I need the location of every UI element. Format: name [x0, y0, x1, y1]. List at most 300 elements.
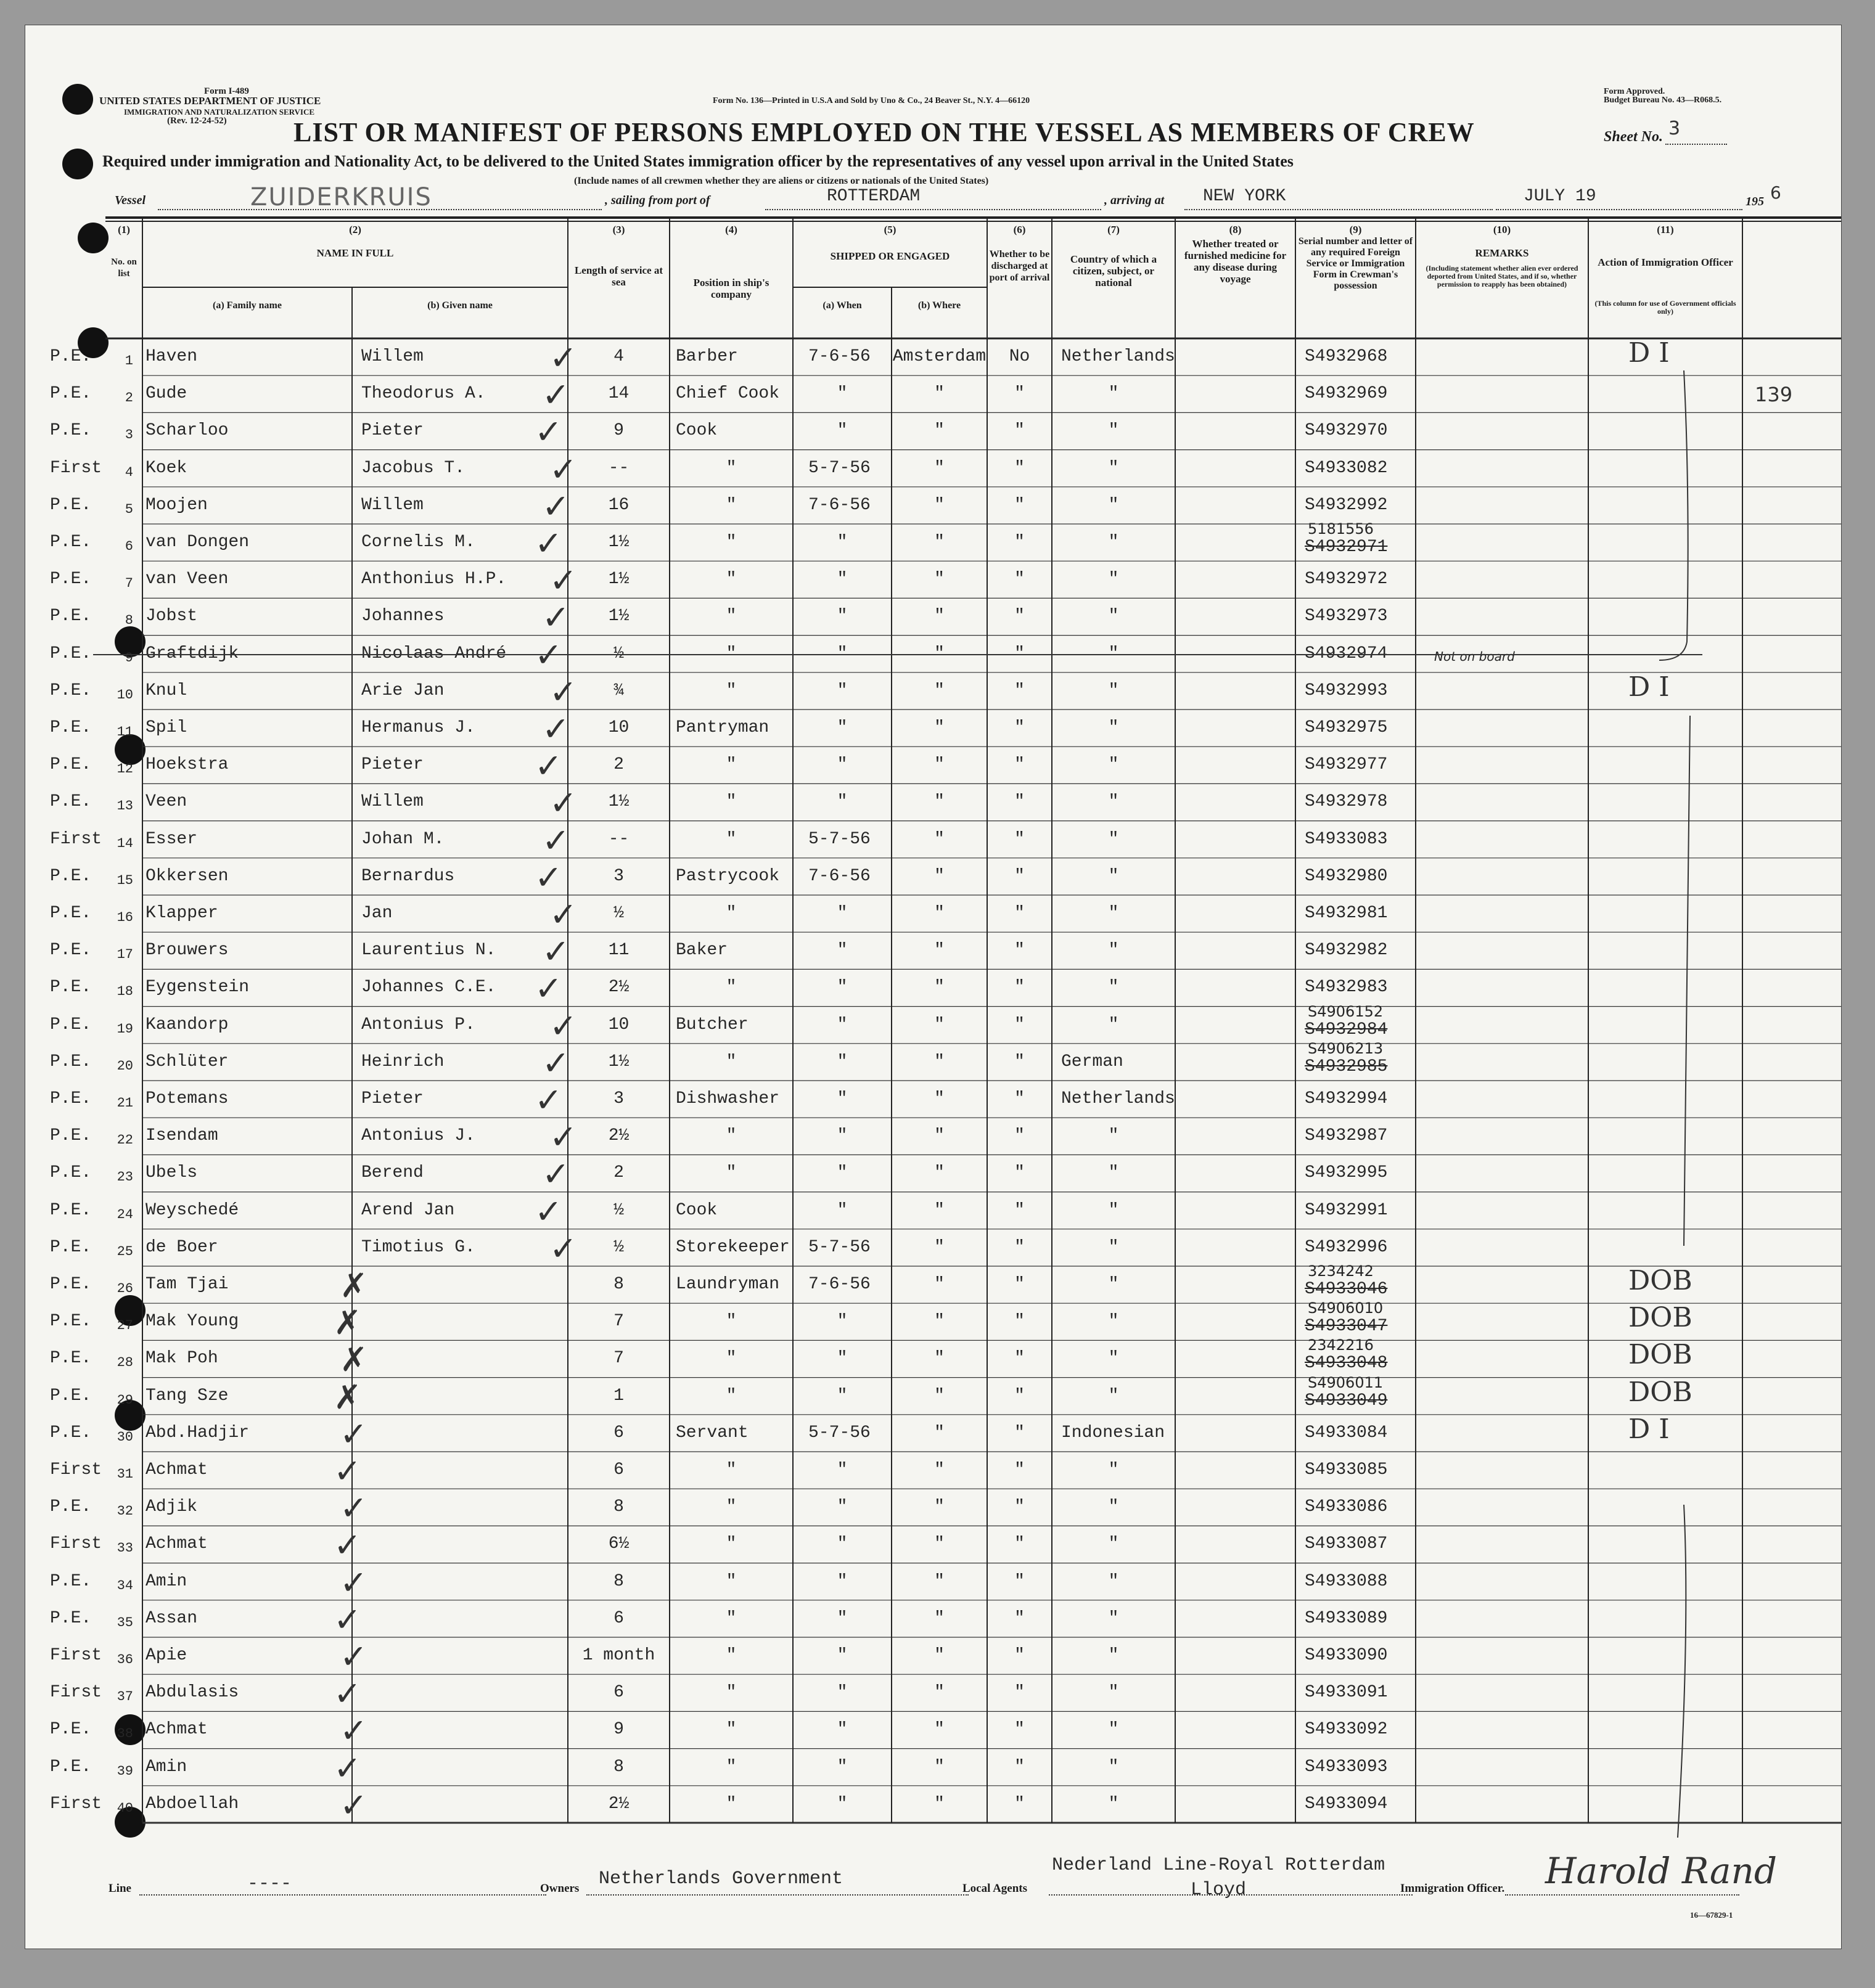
cell-where: Amsterdam [892, 347, 987, 366]
cell-when: " [837, 1646, 848, 1665]
cell-given: Willem [361, 792, 424, 812]
cell-los: ½ [613, 644, 624, 663]
cell-no: 15 [117, 872, 133, 888]
cell-family: Esser [146, 829, 198, 849]
form-approved: Form Approved. [1604, 87, 1665, 96]
col-6-number: (6) [1013, 224, 1026, 235]
cell-when: " [837, 384, 848, 404]
port-of-arrival: NEW YORK [1203, 187, 1286, 206]
year-suffix: 6 [1770, 182, 1781, 203]
check-mark-icon: ✓ [535, 1081, 563, 1119]
cell-serial: S4933089 [1305, 1608, 1388, 1628]
check-mark-icon: ✓ [340, 1489, 368, 1528]
cell-where: " [934, 1126, 945, 1146]
col-9-number: (9) [1349, 224, 1362, 235]
cell-when: " [837, 1794, 848, 1814]
cell-family: Gude [146, 384, 187, 404]
cell-pos: " [726, 829, 737, 849]
cell-when: " [837, 1683, 848, 1703]
cell-where: " [934, 1089, 945, 1108]
cell-no: 12 [117, 761, 133, 777]
cell-serial: S4933088 [1305, 1571, 1388, 1591]
cell-pos: " [726, 1126, 737, 1146]
cell-family: Tam Tjai [146, 1275, 229, 1294]
cell-dis: " [1014, 1126, 1025, 1146]
cell-serial: S4933083 [1305, 829, 1388, 849]
cell-where: " [934, 1237, 945, 1257]
cell-pos: " [726, 792, 737, 812]
cell-pos: " [726, 1646, 737, 1665]
cell-dis: " [1014, 829, 1025, 849]
cell-family: Amin [146, 1757, 187, 1777]
cell-serial: S4932982 [1305, 941, 1388, 960]
cell-country: " [1108, 1275, 1119, 1294]
cell-no: 25 [117, 1243, 133, 1259]
cell-country: " [1108, 1386, 1119, 1405]
cell-cls: P.E. [50, 421, 92, 441]
cell-los: 9 [613, 421, 624, 441]
cell-los: 6 [613, 1460, 624, 1479]
cell-dis: " [1014, 1312, 1025, 1331]
cell-country: " [1108, 1534, 1119, 1554]
cell-pos: " [726, 1349, 737, 1368]
col-5a-header: (a) When [823, 300, 862, 311]
cell-dis: " [1014, 1237, 1025, 1257]
check-mark-icon: ✓ [549, 338, 578, 377]
cell-dis: " [1014, 1646, 1025, 1665]
cell-family: Abdoellah [146, 1794, 239, 1814]
cell-where: " [934, 644, 945, 663]
owners-value: Netherlands Government [599, 1868, 843, 1889]
cell-given: Heinrich [361, 1052, 445, 1071]
check-mark-icon: ✗ [334, 1303, 362, 1343]
cell-cls: P.E. [50, 681, 92, 700]
cell-pos: Chief Cook [676, 384, 780, 404]
cell-cls: P.E. [50, 866, 92, 886]
cell-no: 11 [117, 724, 133, 740]
cell-serial: S4933090 [1305, 1646, 1388, 1665]
cell-no: 34 [117, 1577, 133, 1593]
cell-remark: Not on board [1434, 648, 1515, 664]
cell-when: " [837, 1497, 848, 1517]
cell-cls: P.E. [50, 904, 92, 923]
cell-no: 6 [125, 539, 133, 554]
cell-serial: S4933093 [1305, 1757, 1388, 1777]
owners-label: Owners [540, 1882, 580, 1895]
manifest-sheet [25, 25, 1842, 1949]
cell-country: " [1108, 978, 1119, 997]
cell-los: 2½ [608, 1126, 630, 1146]
cell-family: Graftdijk [146, 644, 239, 663]
cell-pos: Dishwasher [676, 1089, 780, 1108]
cell-family: Tang Sze [146, 1386, 229, 1405]
cell-serial: S4933084 [1305, 1423, 1388, 1442]
cell-serial: S4932992 [1305, 495, 1388, 515]
cell-when: " [837, 1089, 848, 1108]
cell-los: ½ [613, 1237, 624, 1257]
subtitle: Required under immigration and Nationality Act, to be delivered to the United States immigration officer by the representatives of any vessel upon arrival in the United States [102, 152, 1294, 170]
cell-given: Anthonius H.P. [361, 570, 507, 589]
cell-serial: S4932977 [1305, 755, 1388, 775]
cell-los: 4 [613, 347, 624, 366]
check-mark-icon: ✓ [542, 486, 570, 526]
cell-cls: P.E. [50, 1386, 92, 1405]
check-mark-icon: ✓ [542, 820, 570, 860]
cell-pos: " [726, 681, 737, 700]
cell-family: Potemans [146, 1089, 229, 1108]
cell-no: 40 [117, 1800, 133, 1816]
cell-country: " [1108, 792, 1119, 812]
cell-dis: " [1014, 1608, 1025, 1628]
col-2a-header: (a) Family name [213, 300, 282, 311]
cell-when: " [837, 792, 848, 812]
cell-family: Ubels [146, 1163, 198, 1183]
check-mark-icon: ✓ [549, 1006, 578, 1045]
cell-cls: P.E. [50, 1089, 92, 1108]
cell-given: Timotius G. [361, 1237, 475, 1257]
cell-cls: P.E. [50, 755, 92, 775]
cell-action: DOB [1628, 1376, 1692, 1408]
cell-when: 7-6-56 [808, 347, 871, 366]
line-label: Line [109, 1882, 131, 1895]
cell-family: Knul [146, 681, 187, 700]
cell-no: 9 [125, 650, 133, 666]
check-mark-icon: ✓ [340, 1414, 368, 1454]
check-mark-icon: ✓ [542, 932, 570, 972]
action-bracket-lines [25, 25, 1841, 1949]
col-4-header: Position in ship's company [693, 277, 769, 300]
cell-where: " [934, 1386, 945, 1405]
cell-country: " [1108, 1312, 1119, 1331]
cell-serial: S4932974 [1305, 644, 1388, 663]
cell-no: 38 [117, 1726, 133, 1742]
cell-cls: P.E. [50, 1497, 92, 1517]
check-mark-icon: ✓ [549, 449, 578, 489]
cell-when: " [837, 1757, 848, 1777]
cell-cls: P.E. [50, 347, 92, 366]
cell-family: Veen [146, 792, 187, 812]
col-11-note: (This column for use of Government officials only) [1594, 299, 1736, 316]
cell-serial: S4932969 [1305, 384, 1388, 404]
cell-serial: S4933048 [1305, 1354, 1388, 1373]
cell-pos: " [726, 607, 737, 626]
form-code: 16—67829-1 [1690, 1910, 1733, 1920]
cell-dis: " [1014, 904, 1025, 923]
cell-no: 26 [117, 1281, 133, 1296]
cell-los: 8 [613, 1757, 624, 1777]
cell-dis: " [1014, 1534, 1025, 1554]
page-title: LIST OR MANIFEST OF PERSONS EMPLOYED ON THE VESSEL AS MEMBERS OF CREW [293, 117, 1475, 147]
cell-pos: " [726, 495, 737, 515]
col-7-header: Country of which a citizen, subject, or national [1070, 253, 1157, 288]
cell-family: Assan [146, 1608, 198, 1628]
cell-dis: " [1014, 1349, 1025, 1368]
cell-cls: P.E. [50, 570, 92, 589]
cell-where: " [934, 1312, 945, 1331]
cell-country: " [1108, 904, 1119, 923]
check-mark-icon: ✓ [334, 1674, 362, 1714]
check-mark-icon: ✓ [340, 1785, 368, 1825]
cell-los: 16 [608, 495, 630, 515]
cell-pos: " [726, 1460, 737, 1479]
department: UNITED STATES DEPARTMENT OF JUSTICE [99, 95, 321, 107]
cell-where: " [934, 607, 945, 626]
cell-pos: " [726, 458, 737, 478]
cell-serial: S4932971 [1305, 538, 1388, 557]
cell-pos: " [726, 978, 737, 997]
cell-cls: P.E. [50, 1312, 92, 1331]
check-mark-icon: ✓ [535, 635, 563, 674]
cell-where: " [934, 1646, 945, 1665]
cell-serial: S4933049 [1305, 1391, 1388, 1410]
cell-los: ¾ [613, 681, 624, 700]
cell-dis: " [1014, 792, 1025, 812]
cell-cls: P.E. [50, 792, 92, 812]
cell-los: 1½ [608, 792, 630, 812]
budget-bureau: Budget Bureau No. 43—R068.5. [1604, 96, 1722, 105]
cell-serial: S4932984 [1305, 1020, 1388, 1039]
cell-where: " [934, 792, 945, 812]
cell-country: " [1108, 1237, 1119, 1257]
cell-country: " [1108, 458, 1119, 478]
cell-cls: P.E. [50, 1757, 92, 1777]
cell-when: " [837, 1349, 848, 1368]
cell-family: Isendam [146, 1126, 218, 1146]
cell-family: Abd.Hadjir [146, 1423, 250, 1442]
cell-action: D I [1628, 671, 1670, 703]
vessel-name: ZUIDERKRUIS [250, 183, 432, 211]
cell-los: 10 [608, 1015, 630, 1034]
cell-no: 2 [125, 390, 133, 406]
cell-los: 8 [613, 1571, 624, 1591]
cell-cls: First [50, 458, 102, 478]
sheet-number: 3 [1668, 118, 1681, 139]
cell-los: ½ [613, 904, 624, 923]
cell-cls: P.E. [50, 1275, 92, 1294]
cell-cls: P.E. [50, 1423, 92, 1442]
col-2-number: (2) [349, 224, 361, 235]
cell-country: " [1108, 533, 1119, 552]
check-mark-icon: ✓ [549, 672, 578, 711]
cell-cls: P.E. [50, 1349, 92, 1368]
cell-pos: Laundryman [676, 1275, 780, 1294]
cell-country: " [1108, 607, 1119, 626]
cell-dis: " [1014, 1497, 1025, 1517]
cell-family: Eygenstein [146, 978, 250, 997]
cell-given: Pieter [361, 755, 424, 775]
cell-given: Johannes C.E. [361, 978, 496, 997]
cell-cls: First [50, 1534, 102, 1554]
cell-where: " [934, 1794, 945, 1814]
cell-pos: " [726, 1052, 737, 1071]
cell-no: 8 [125, 613, 133, 629]
col-10-number: (10) [1493, 224, 1511, 235]
cell-los: 6 [613, 1608, 624, 1628]
cell-where: " [934, 1200, 945, 1220]
cell-given: Hermanus J. [361, 718, 475, 737]
cell-given: Pieter [361, 1089, 424, 1108]
check-mark-icon: ✓ [535, 747, 563, 786]
col-5-header: SHIPPED OR ENGAGED [830, 250, 950, 262]
cell-pos: " [726, 1720, 737, 1740]
cell-given: Nicolaas André [361, 644, 507, 663]
cell-dis: " [1014, 1015, 1025, 1034]
cell-serial: S4932968 [1305, 347, 1388, 366]
include-note: (Include names of all crewmen whether they are aliens or citizens or nationals of the United States) [574, 176, 989, 186]
cell-country: " [1108, 384, 1119, 404]
cell-where: " [934, 755, 945, 775]
cell-serial-correction: 3234242 [1308, 1262, 1374, 1280]
cell-los: 6½ [608, 1534, 630, 1554]
cell-country: Netherlands [1061, 347, 1175, 366]
cell-pos: " [726, 533, 737, 552]
cell-where: " [934, 1683, 945, 1703]
cell-serial-correction: S4906213 [1308, 1039, 1384, 1057]
cell-country: " [1108, 1015, 1119, 1034]
cell-pos: Cook [676, 421, 718, 441]
check-mark-icon: ✓ [535, 969, 563, 1008]
check-mark-icon: ✓ [340, 1563, 368, 1602]
cell-serial: S4932978 [1305, 792, 1388, 812]
cell-serial: S4932972 [1305, 570, 1388, 589]
cell-when: " [837, 1386, 848, 1405]
check-mark-icon: ✓ [542, 1155, 570, 1194]
cell-where: " [934, 1720, 945, 1740]
cell-given: Arie Jan [361, 681, 445, 700]
col-10-header: REMARKS [1475, 247, 1529, 259]
cell-when: " [837, 681, 848, 700]
check-mark-icon: ✓ [535, 412, 563, 452]
cell-family: Schlüter [146, 1052, 229, 1071]
cell-given: Pieter [361, 421, 424, 441]
cell-country: " [1108, 755, 1119, 775]
cell-dis: " [1014, 421, 1025, 441]
cell-pos: " [726, 1683, 737, 1703]
check-mark-icon: ✗ [340, 1340, 368, 1380]
cell-country: Netherlands [1061, 1089, 1175, 1108]
cell-family: Koek [146, 458, 187, 478]
cell-where: " [934, 1423, 945, 1442]
col-9-header: Serial number and letter of any required Foreign Service or Immigration Form in Crewman's possession [1298, 236, 1413, 291]
cell-dis: " [1014, 1757, 1025, 1777]
cell-dis: " [1014, 384, 1025, 404]
cell-no: 31 [117, 1466, 133, 1482]
col-2-header: NAME IN FULL [316, 247, 394, 259]
cell-los: 1½ [608, 533, 630, 552]
cell-cls: P.E. [50, 495, 92, 515]
cell-action: DOB [1628, 1302, 1692, 1334]
check-mark-icon: ✗ [340, 1266, 368, 1305]
cell-no: 7 [125, 576, 133, 592]
cell-given: Arend Jan [361, 1200, 455, 1220]
check-mark-icon: ✓ [334, 1600, 362, 1639]
cell-serial: S4932987 [1305, 1126, 1388, 1146]
cell-action: DOB [1628, 1265, 1692, 1296]
cell-country: " [1108, 1200, 1119, 1220]
cell-dis: " [1014, 1200, 1025, 1220]
cell-serial: S4933086 [1305, 1497, 1388, 1517]
check-mark-icon: ✓ [542, 1043, 570, 1082]
col-8-number: (8) [1229, 224, 1242, 235]
cell-given: Bernardus [361, 866, 455, 886]
cell-no: 18 [117, 984, 133, 1000]
cell-los: 11 [608, 941, 630, 960]
cell-dis: " [1014, 1794, 1025, 1814]
cell-no: 36 [117, 1652, 133, 1667]
check-mark-icon: ✓ [535, 524, 563, 563]
check-mark-icon: ✓ [340, 1637, 368, 1676]
cell-country: " [1108, 1126, 1119, 1146]
cell-given: Willem [361, 347, 424, 366]
cell-los: 1 month [582, 1646, 655, 1665]
cell-country: " [1108, 1571, 1119, 1591]
cell-where: " [934, 866, 945, 886]
cell-when: " [837, 570, 848, 589]
cell-dis: No [1009, 347, 1030, 366]
cell-cls: P.E. [50, 1126, 92, 1146]
year-prefix: 195 [1746, 195, 1764, 208]
col-5b-header: (b) Where [917, 300, 961, 311]
cell-pos: " [726, 904, 737, 923]
agents-value-2: Lloyd [1191, 1880, 1247, 1900]
cell-cls: P.E. [50, 1052, 92, 1071]
cell-where: " [934, 495, 945, 515]
cell-cls: P.E. [50, 384, 92, 404]
cell-cls: P.E. [50, 1571, 92, 1591]
cell-dis: " [1014, 978, 1025, 997]
cell-country: " [1108, 866, 1119, 886]
cell-cls: First [50, 1460, 102, 1479]
cell-serial: S4932983 [1305, 978, 1388, 997]
cell-no: 5 [125, 501, 133, 517]
cell-cls: P.E. [50, 941, 92, 960]
cell-dis: " [1014, 718, 1025, 737]
cell-country: " [1108, 1349, 1119, 1368]
cell-country: " [1108, 681, 1119, 700]
cell-los: 3 [613, 1089, 624, 1108]
cell-no: 13 [117, 798, 133, 814]
port-of-departure: ROTTERDAM [827, 187, 921, 206]
cell-pos: " [726, 1608, 737, 1628]
cell-dis: " [1014, 1275, 1025, 1294]
cell-no: 20 [117, 1058, 133, 1074]
cell-when: 5-7-56 [808, 829, 871, 849]
cell-dis: " [1014, 1089, 1025, 1108]
col-3-header: Length of service at sea [574, 264, 663, 288]
cell-serial-correction: S4906011 [1308, 1373, 1384, 1391]
col-7-number: (7) [1107, 224, 1120, 235]
cell-country: " [1108, 1163, 1119, 1183]
cell-pos: " [726, 1757, 737, 1777]
cell-when: " [837, 1015, 848, 1034]
cell-given: Jacobus T. [361, 458, 466, 478]
cell-pos: Cook [676, 1200, 718, 1220]
vessel-label: Vessel [115, 194, 146, 207]
revision: (Rev. 12-24-52) [167, 116, 227, 126]
cell-country: " [1108, 829, 1119, 849]
check-mark-icon: ✓ [549, 895, 578, 934]
cell-los: 7 [613, 1349, 624, 1368]
cell-country: " [1108, 718, 1119, 737]
check-mark-icon: ✓ [542, 710, 570, 748]
cell-family: van Dongen [146, 533, 250, 552]
cell-action: DOB [1628, 1339, 1692, 1371]
cell-dis: " [1014, 1720, 1025, 1740]
cell-where: " [934, 941, 945, 960]
check-mark-icon: ✓ [549, 1229, 578, 1268]
cell-serial: S4932996 [1305, 1237, 1388, 1257]
cell-family: Mak Poh [146, 1349, 218, 1368]
